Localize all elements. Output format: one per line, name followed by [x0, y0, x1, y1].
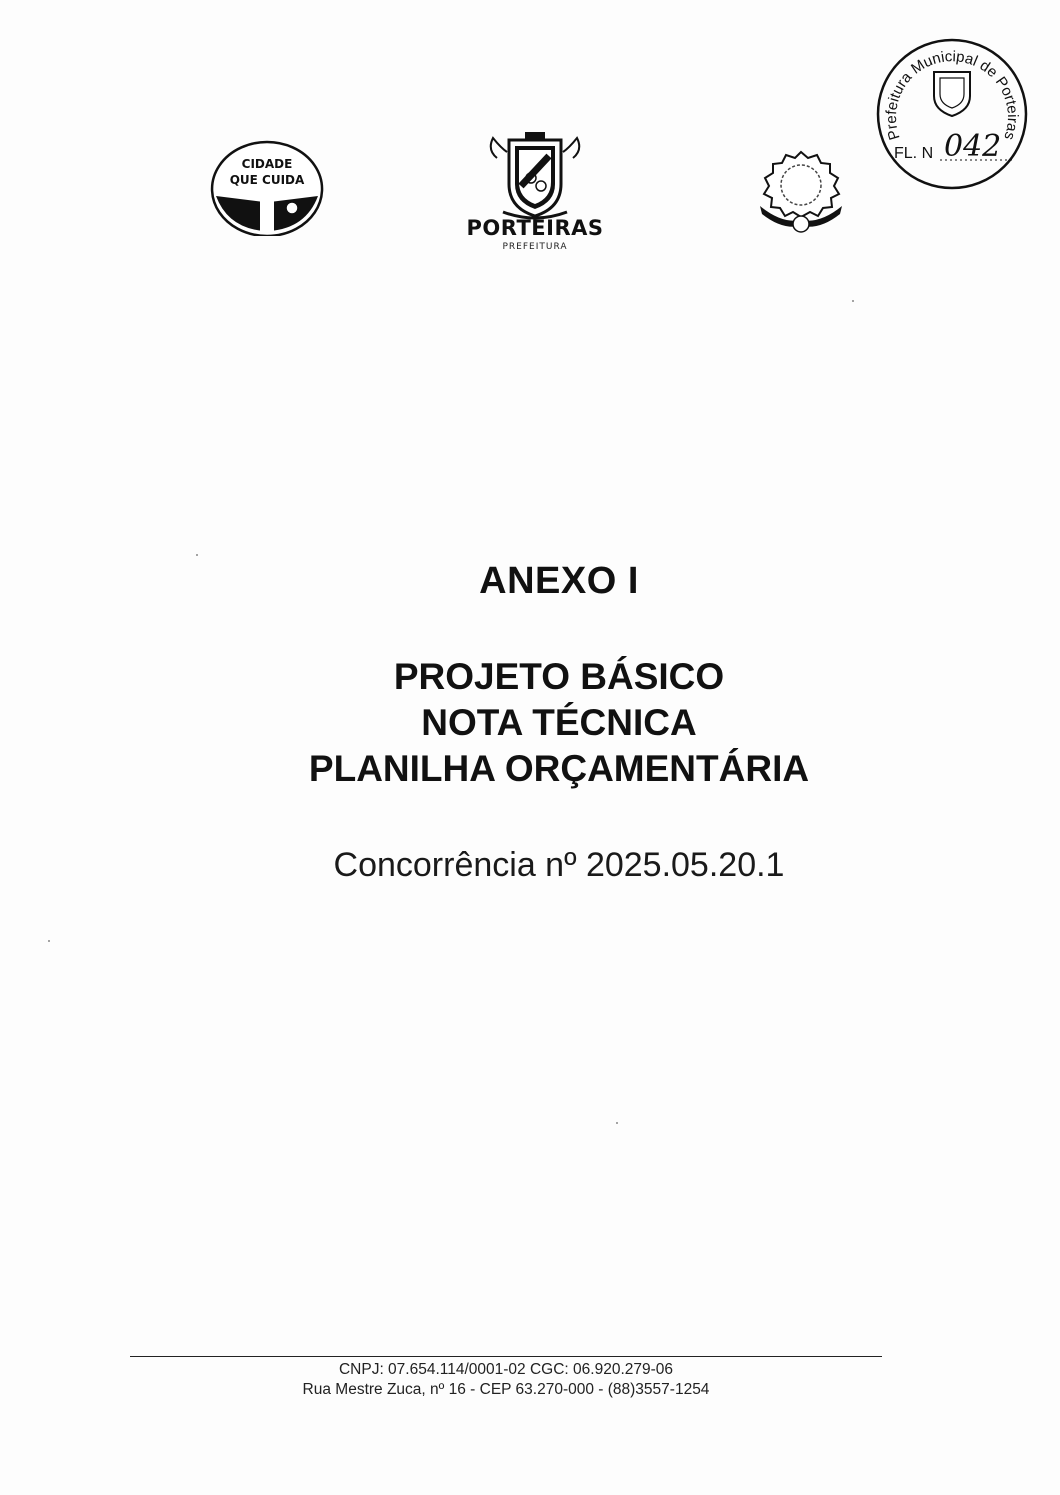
title-projeto-basico: PROJETO BÁSICO — [393, 656, 725, 697]
stamp-page-label: FL. N — [894, 145, 934, 162]
municipal-page-stamp — [874, 36, 1030, 192]
footer-address: Rua Mestre Zuca, nº 16 - CEP 63.270-000 - (88)3557-1254 — [302, 1381, 710, 1398]
title-planilha-orcamentaria: PLANILHA ORÇAMENTÁRIA — [308, 748, 810, 789]
title-nota-tecnica: NOTA TÉCNICA — [421, 702, 697, 743]
cidade-logo-line2: QUE CUIDA — [229, 173, 305, 187]
footer-divider — [130, 1356, 882, 1357]
porteiras-prefeitura-logo — [455, 128, 615, 256]
cidade-que-cuida-logo — [208, 138, 326, 236]
cidade-logo-line1: CIDADE — [241, 157, 293, 171]
footer-cnpj: CNPJ: 07.654.114/0001-02 CGC: 06.920.279-06 — [338, 1361, 674, 1378]
scan-speck — [852, 300, 854, 302]
document-titles — [130, 654, 988, 792]
scan-speck — [616, 1122, 618, 1124]
scan-speck — [196, 554, 198, 556]
stamp-page-number: 042 — [944, 129, 1002, 164]
crest-icon — [487, 128, 583, 220]
bid-reference: Concorrência nº 2025.05.20.1 — [333, 846, 785, 884]
porteiras-logo-subtitle: PREFEITURA — [502, 242, 568, 252]
stamp-arc-text: Prefeitura Municipal de Porteiras — [882, 48, 1022, 143]
porteiras-logo-name: PORTEIRAS — [466, 216, 604, 240]
annex-heading: ANEXO I — [479, 560, 639, 602]
anniversary-seal-logo — [752, 148, 850, 234]
scan-speck — [48, 940, 50, 942]
